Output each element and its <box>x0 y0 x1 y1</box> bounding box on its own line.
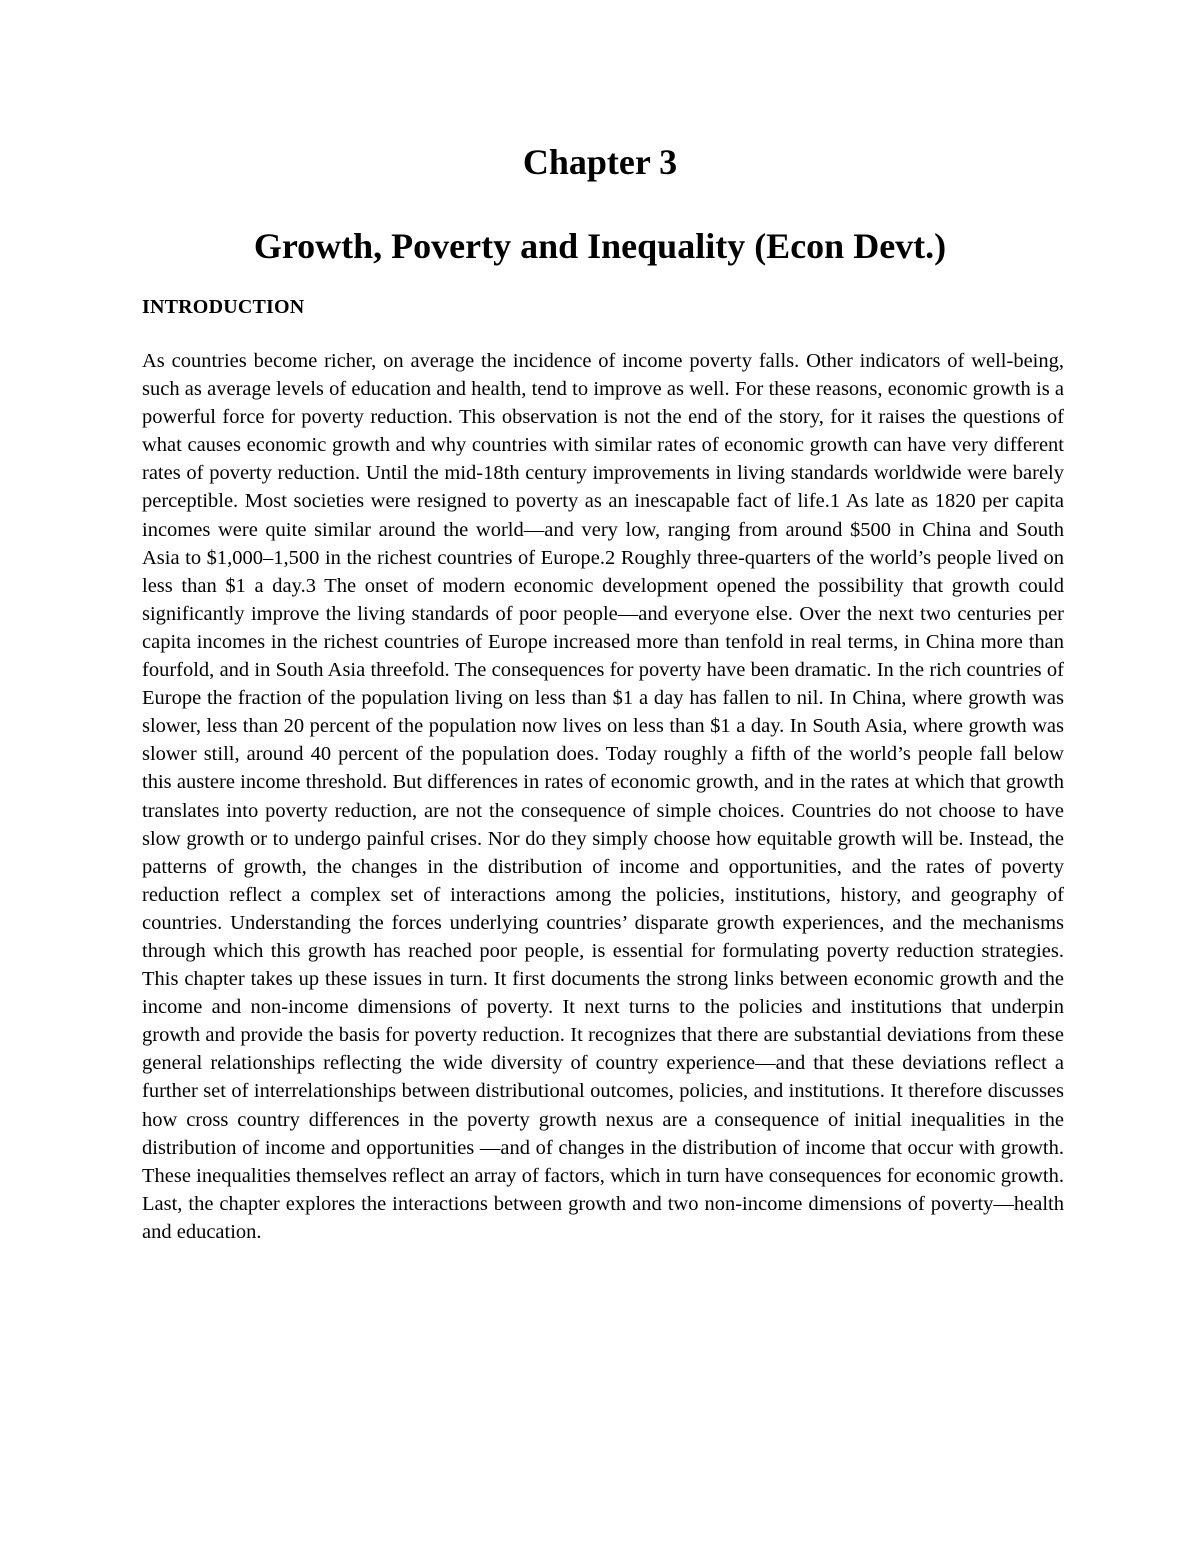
body-paragraph: As countries become richer, on average the incidence of income poverty falls. Other indicators of well-being, such as average levels of education and health, tend to improve as well. For these reasons, economic growth is a powerful force for poverty reduction. This observation is not the end of the story, for it raises the questions of what causes economic growth and why countries with similar rates of economic growth can have very different rates of poverty reduction. Until the mid-18th century improvements in living standards worldwide were barely perceptible. Most societies were resigned to poverty as an inescapable fact of life.1 As late as 1820 per capita incomes were quite similar around the world—and very low, ranging from around $500 in China and South Asia to $1,000–1,500 in the richest countries of Europe.2 Roughly three-quarters of the world’s people lived on less than $1 a day.3 The onset of modern economic development opened the possibility that growth could significantly improve the living standards of poor people—and everyone else. Over the next two centuries per capita incomes in the richest countries of Europe increased more than tenfold in real terms, in China more than fourfold, and in South Asia threefold. The consequences for poverty have been dramatic. In the rich countries of Europe the fraction of the population living on less than $1 a day has fallen to nil. In China, where growth was slower, less than 20 percent of the population now lives on less than $1 a day. In South Asia, where growth was slower still, around 40 percent of the population does. Today roughly a fifth of the world’s people fall below this austere income threshold. But differences in rates of economic growth, and in the rates at which that growth translates into poverty reduction, are not the consequence of simple choices. Countries do not choose to have slow growth or to undergo painful crises. Nor do they simply choose how equitable growth will be. Instead, the patterns of growth, the changes in the distribution of income and opportunities, and the rates of poverty reduction reflect a complex set of interactions among the policies, institutions, history, and geography of countries. Understanding the forces underlying countries’ disparate growth experiences, and the mechanisms through which this growth has reached poor people, is essential for formulating poverty reduction strategies. This chapter takes up these issues in turn. It first documents the strong links between economic growth and the income and non-income dimensions of poverty. It next turns to the policies and institutions that underpin growth and provide the basis for poverty reduction. It recognizes that there are substantial deviations from these general relationships reflecting the wide diversity of country experience—and that these deviations reflect a further set of interrelationships between distributional outcomes, policies, and institutions. It therefore discusses how cross country differences in the poverty growth nexus are a consequence of initial inequalities in the distribution of income and opportunities —and of changes in the distribution of income that occur with growth. These inequalities themselves reflect an array of factors, which in turn have consequences for economic growth. Last, the chapter explores the interactions between growth and two non-income dimensions of poverty—health and education. <box>142 350 1064 1243</box>
chapter-title: Growth, Poverty and Inequality (Econ Devt.) <box>253 226 947 266</box>
section-heading: INTRODUCTION <box>142 296 305 318</box>
chapter-label: Chapter 3 <box>522 142 678 182</box>
